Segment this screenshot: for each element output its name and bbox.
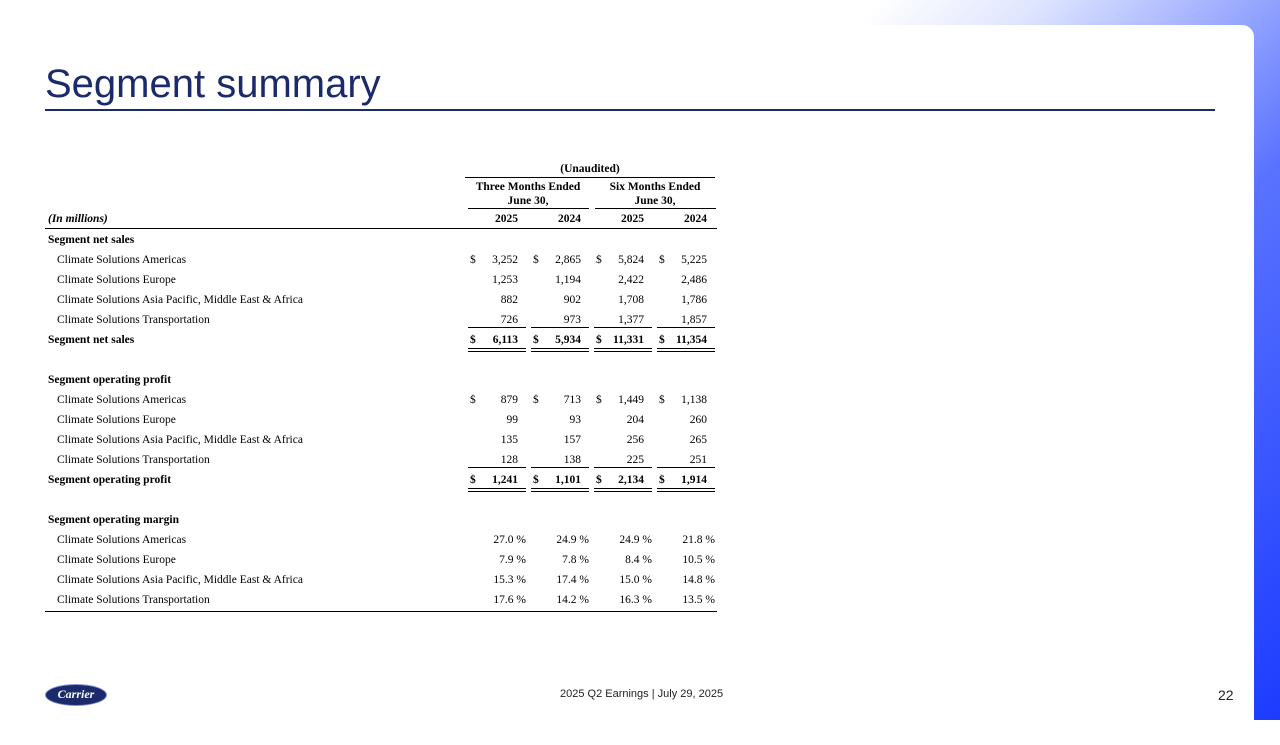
- total-double-rule: [657, 348, 715, 352]
- three-months-rule: [468, 208, 589, 209]
- row-value: 21.8 %: [682, 534, 715, 546]
- row-label: Climate Solutions Transportation: [57, 314, 210, 326]
- row-value: 225: [626, 454, 644, 466]
- row-value: 251: [689, 454, 707, 466]
- row-value: 1,449: [618, 394, 644, 406]
- section-heading: Segment operating margin: [48, 514, 179, 526]
- total-label: Segment net sales: [48, 334, 135, 346]
- page-number: 22: [1218, 687, 1234, 703]
- row-value: 93: [569, 414, 581, 426]
- row-value: 15.3 %: [493, 574, 526, 586]
- row-value: 879: [500, 394, 518, 406]
- row-value: 1,194: [555, 274, 581, 286]
- row-value: 1,377: [618, 314, 644, 326]
- carrier-logo: Carrier: [45, 684, 107, 706]
- row-value: 973: [563, 314, 581, 326]
- currency-symbol: $: [659, 474, 665, 486]
- total-double-rule: [657, 488, 715, 492]
- total-value: 11,331: [613, 334, 644, 346]
- year-col-3: 2025: [621, 213, 644, 225]
- year-col-2: 2024: [558, 213, 581, 225]
- currency-symbol: $: [533, 334, 539, 346]
- six-months-header-line2: June 30,: [634, 195, 676, 207]
- row-value: 10.5 %: [682, 554, 715, 566]
- row-value: 8.4 %: [625, 554, 652, 566]
- currency-symbol: $: [533, 254, 539, 266]
- currency-symbol: $: [596, 334, 602, 346]
- row-value: 17.6 %: [493, 594, 526, 606]
- total-value: 1,914: [681, 474, 707, 486]
- table-bottom-rule: [45, 611, 717, 612]
- currency-symbol: $: [470, 334, 476, 346]
- row-value: 1,786: [681, 294, 707, 306]
- row-value: 128: [500, 454, 518, 466]
- row-label: Climate Solutions Europe: [57, 554, 176, 566]
- total-double-rule: [531, 488, 589, 492]
- row-label: Climate Solutions Asia Pacific, Middle East & Africa: [57, 574, 303, 586]
- subtotal-rule: [657, 467, 715, 468]
- row-value: 16.3 %: [619, 594, 652, 606]
- row-value: 15.0 %: [619, 574, 652, 586]
- subtotal-rule: [531, 467, 589, 468]
- currency-symbol: $: [596, 254, 602, 266]
- row-value: 2,422: [618, 274, 644, 286]
- row-value: 99: [506, 414, 518, 426]
- unaudited-rule: [465, 177, 715, 178]
- subtotal-rule: [594, 327, 652, 328]
- total-value: 6,113: [492, 334, 518, 346]
- section-heading: Segment net sales: [48, 234, 135, 246]
- total-double-rule: [594, 348, 652, 352]
- row-value: 13.5 %: [682, 594, 715, 606]
- currency-symbol: $: [596, 394, 602, 406]
- six-months-rule: [595, 208, 716, 209]
- row-value: 157: [563, 434, 581, 446]
- row-value: 24.9 %: [619, 534, 652, 546]
- total-value: 1,101: [555, 474, 581, 486]
- row-value: 882: [500, 294, 518, 306]
- subtotal-rule: [594, 467, 652, 468]
- row-value: 14.2 %: [556, 594, 589, 606]
- row-value: 17.4 %: [556, 574, 589, 586]
- row-label: Climate Solutions Americas: [57, 254, 187, 266]
- total-double-rule: [468, 488, 526, 492]
- row-value: 260: [689, 414, 707, 426]
- footer-text: 2025 Q2 Earnings | July 29, 2025: [560, 688, 724, 700]
- total-value: 11,354: [676, 334, 707, 346]
- subtotal-rule: [531, 327, 589, 328]
- total-label: Segment operating profit: [48, 474, 172, 486]
- subtotal-rule: [657, 327, 715, 328]
- row-value: 24.9 %: [556, 534, 589, 546]
- in-millions-label: (In millions): [48, 213, 108, 225]
- row-value: 1,708: [618, 294, 644, 306]
- total-value: 1,241: [492, 474, 518, 486]
- subtotal-rule: [468, 467, 526, 468]
- row-label: Climate Solutions Americas: [57, 534, 187, 546]
- row-value: 27.0 %: [493, 534, 526, 546]
- unaudited-label: (Unaudited): [560, 163, 620, 175]
- year-col-1: 2025: [495, 213, 518, 225]
- row-value: 138: [563, 454, 581, 466]
- row-label: Climate Solutions Asia Pacific, Middle East & Africa: [57, 434, 303, 446]
- three-months-header-line2: June 30,: [507, 195, 549, 207]
- row-label: Climate Solutions Americas: [57, 394, 187, 406]
- total-double-rule: [531, 348, 589, 352]
- segment-summary-table: [45, 0, 717, 720]
- row-label: Climate Solutions Transportation: [57, 454, 210, 466]
- three-months-header-line1: Three Months Ended: [475, 181, 581, 193]
- subtotal-rule: [468, 327, 526, 328]
- row-value: 265: [689, 434, 707, 446]
- row-value: 2,486: [681, 274, 707, 286]
- currency-symbol: $: [659, 254, 665, 266]
- header-bottom-rule: [45, 228, 717, 229]
- row-label: Climate Solutions Transportation: [57, 594, 210, 606]
- currency-symbol: $: [470, 254, 476, 266]
- row-value: 204: [626, 414, 644, 426]
- row-value: 1,253: [492, 274, 518, 286]
- row-value: 7.8 %: [562, 554, 589, 566]
- row-value: 5,824: [618, 254, 644, 266]
- row-label: Climate Solutions Europe: [57, 414, 176, 426]
- year-col-4: 2024: [684, 213, 707, 225]
- row-value: 14.8 %: [682, 574, 715, 586]
- row-value: 5,225: [681, 254, 707, 266]
- row-value: 7.9 %: [499, 554, 526, 566]
- currency-symbol: $: [659, 394, 665, 406]
- row-value: 256: [626, 434, 644, 446]
- currency-symbol: $: [659, 334, 665, 346]
- currency-symbol: $: [470, 474, 476, 486]
- row-value: 1,138: [681, 394, 707, 406]
- section-heading: Segment operating profit: [48, 374, 172, 386]
- row-value: 713: [563, 394, 581, 406]
- total-value: 5,934: [555, 334, 581, 346]
- currency-symbol: $: [470, 394, 476, 406]
- currency-symbol: $: [596, 474, 602, 486]
- total-double-rule: [594, 488, 652, 492]
- currency-symbol: $: [533, 394, 539, 406]
- total-value: 2,134: [618, 474, 644, 486]
- row-value: 1,857: [681, 314, 707, 326]
- row-value: 726: [500, 314, 518, 326]
- currency-symbol: $: [533, 474, 539, 486]
- total-double-rule: [468, 348, 526, 352]
- row-value: 902: [563, 294, 581, 306]
- row-label: Climate Solutions Europe: [57, 274, 176, 286]
- row-label: Climate Solutions Asia Pacific, Middle East & Africa: [57, 294, 303, 306]
- six-months-header-line1: Six Months Ended: [609, 181, 701, 193]
- row-value: 2,865: [555, 254, 581, 266]
- row-value: 3,252: [492, 254, 518, 266]
- page-title: Segment summary: [45, 62, 381, 106]
- row-value: 135: [500, 434, 518, 446]
